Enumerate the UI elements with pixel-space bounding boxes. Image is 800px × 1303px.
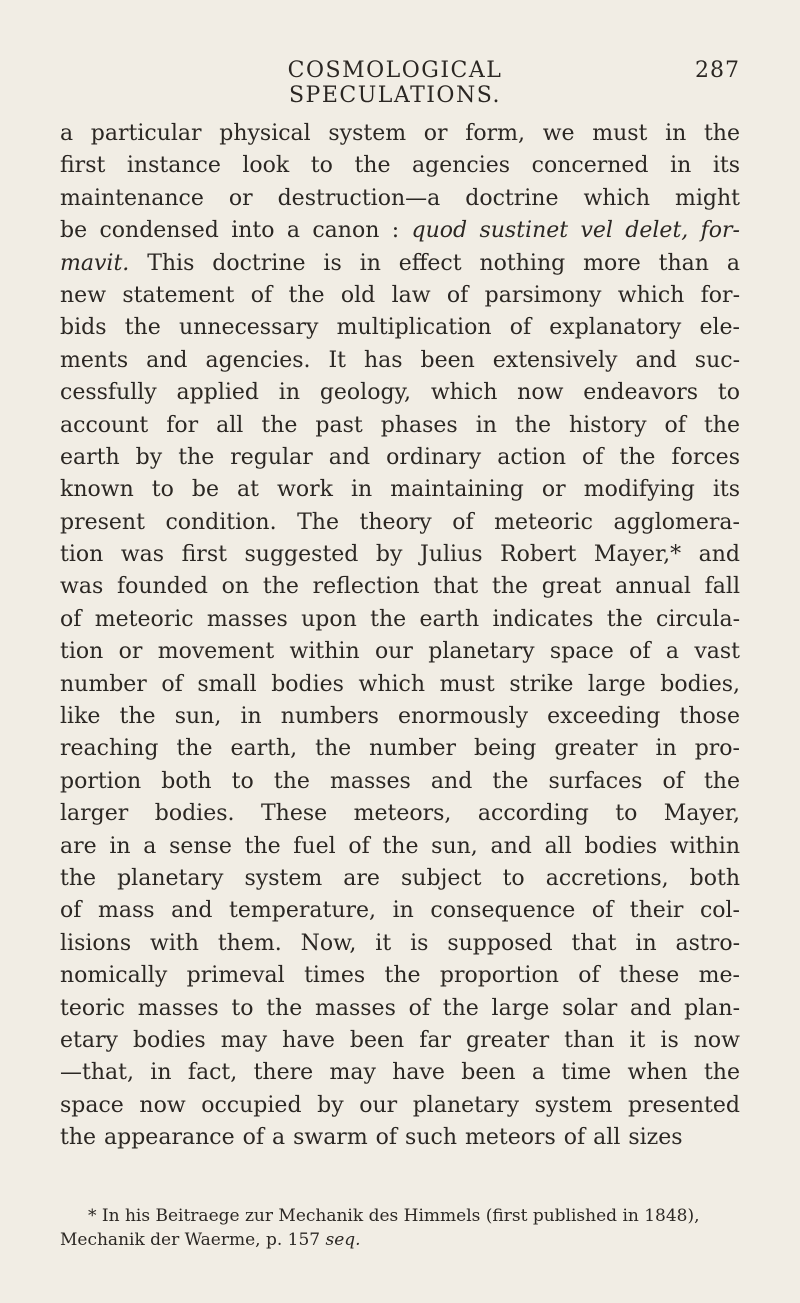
text-line: are in a sense the fuel of the sun, and all bodies within xyxy=(60,833,740,859)
text-line: —that, in fact, there may have been a time when the xyxy=(60,1060,740,1086)
text-line: number of small bodies which must strike large bodies, xyxy=(60,671,740,697)
text-line: account for all the past phases in the history of the xyxy=(60,412,740,438)
text-line: tion was first suggested by Julius Robert Mayer,* and xyxy=(60,542,740,568)
footnote-citation: Mechanik der Waerme, p. 157 xyxy=(60,1230,326,1250)
text-line: tion or movement within our planetary space of a vast xyxy=(60,639,740,665)
text-line: nomically primeval times the proportion of these me- xyxy=(60,963,740,989)
text-line: larger bodies. These meteors, according to Mayer, xyxy=(60,801,740,827)
text-line: reaching the earth, the number being greater in pro- xyxy=(60,736,740,762)
latin-canon: quod sustinet vel delet, for- xyxy=(411,218,740,244)
text-line: like the sun, in numbers enormously exceeding those xyxy=(60,704,740,730)
text-line: ments and agencies. It has been extensively and suc- xyxy=(60,347,740,373)
text-line: of meteoric masses upon the earth indicates the circula- xyxy=(60,606,740,632)
footnote-line xyxy=(60,1228,740,1252)
body-text xyxy=(60,118,740,1155)
text-line: was founded on the reflection that the great annual fall xyxy=(60,574,740,600)
text-line: the planetary system are subject to accretions, both xyxy=(60,865,740,891)
running-head: COSMOLOGICAL SPECULATIONS. xyxy=(287,58,503,108)
canon-intro: be condensed into a canon : xyxy=(60,218,400,244)
text-line: present condition. The theory of meteoric agglomera- xyxy=(60,509,740,535)
text-line: teoric masses to the masses of the large solar and plan- xyxy=(60,995,740,1021)
text-line: lisions with them. Now, it is supposed that in astro- xyxy=(60,930,740,956)
footnote-line: * In his Beitraege zur Mechanik des Himmels (first published in 1848), xyxy=(88,1206,700,1226)
text-line: cessfully applied in geology, which now endeavors to xyxy=(60,380,740,406)
text-fragment: This doctrine is in effect nothing more than a xyxy=(147,250,740,276)
text-line: bids the unnecessary multiplication of explanatory ele- xyxy=(60,315,740,341)
text-line: new statement of the old law of parsimony which for- xyxy=(60,282,740,308)
text-line: etary bodies may have been far greater than it is now xyxy=(60,1027,740,1053)
text-line: of mass and temperature, in consequence of their col- xyxy=(60,898,740,924)
text-line: the appearance of a swarm of such meteors of all sizes xyxy=(60,1125,683,1151)
text-line: known to be at work in maintaining or modifying its xyxy=(60,477,740,503)
text-line: a particular physical system or form, we must in the xyxy=(60,121,740,146)
text-line: portion both to the masses and the surfaces of the xyxy=(60,768,740,794)
text-line: space now occupied by our planetary system presented xyxy=(60,1092,740,1118)
text-line: maintenance or destruction—a doctrine which might xyxy=(60,185,740,211)
text-line xyxy=(60,248,740,280)
footnote-seq: seq. xyxy=(325,1230,361,1250)
latin-canon-end: mavit. xyxy=(60,250,130,276)
page-number: 287 xyxy=(695,58,740,83)
text-line xyxy=(60,215,740,247)
text-line: earth by the regular and ordinary action of the forces xyxy=(60,444,740,470)
text-line: first instance look to the agencies concerned in its xyxy=(60,153,740,179)
footnote xyxy=(60,1204,740,1252)
